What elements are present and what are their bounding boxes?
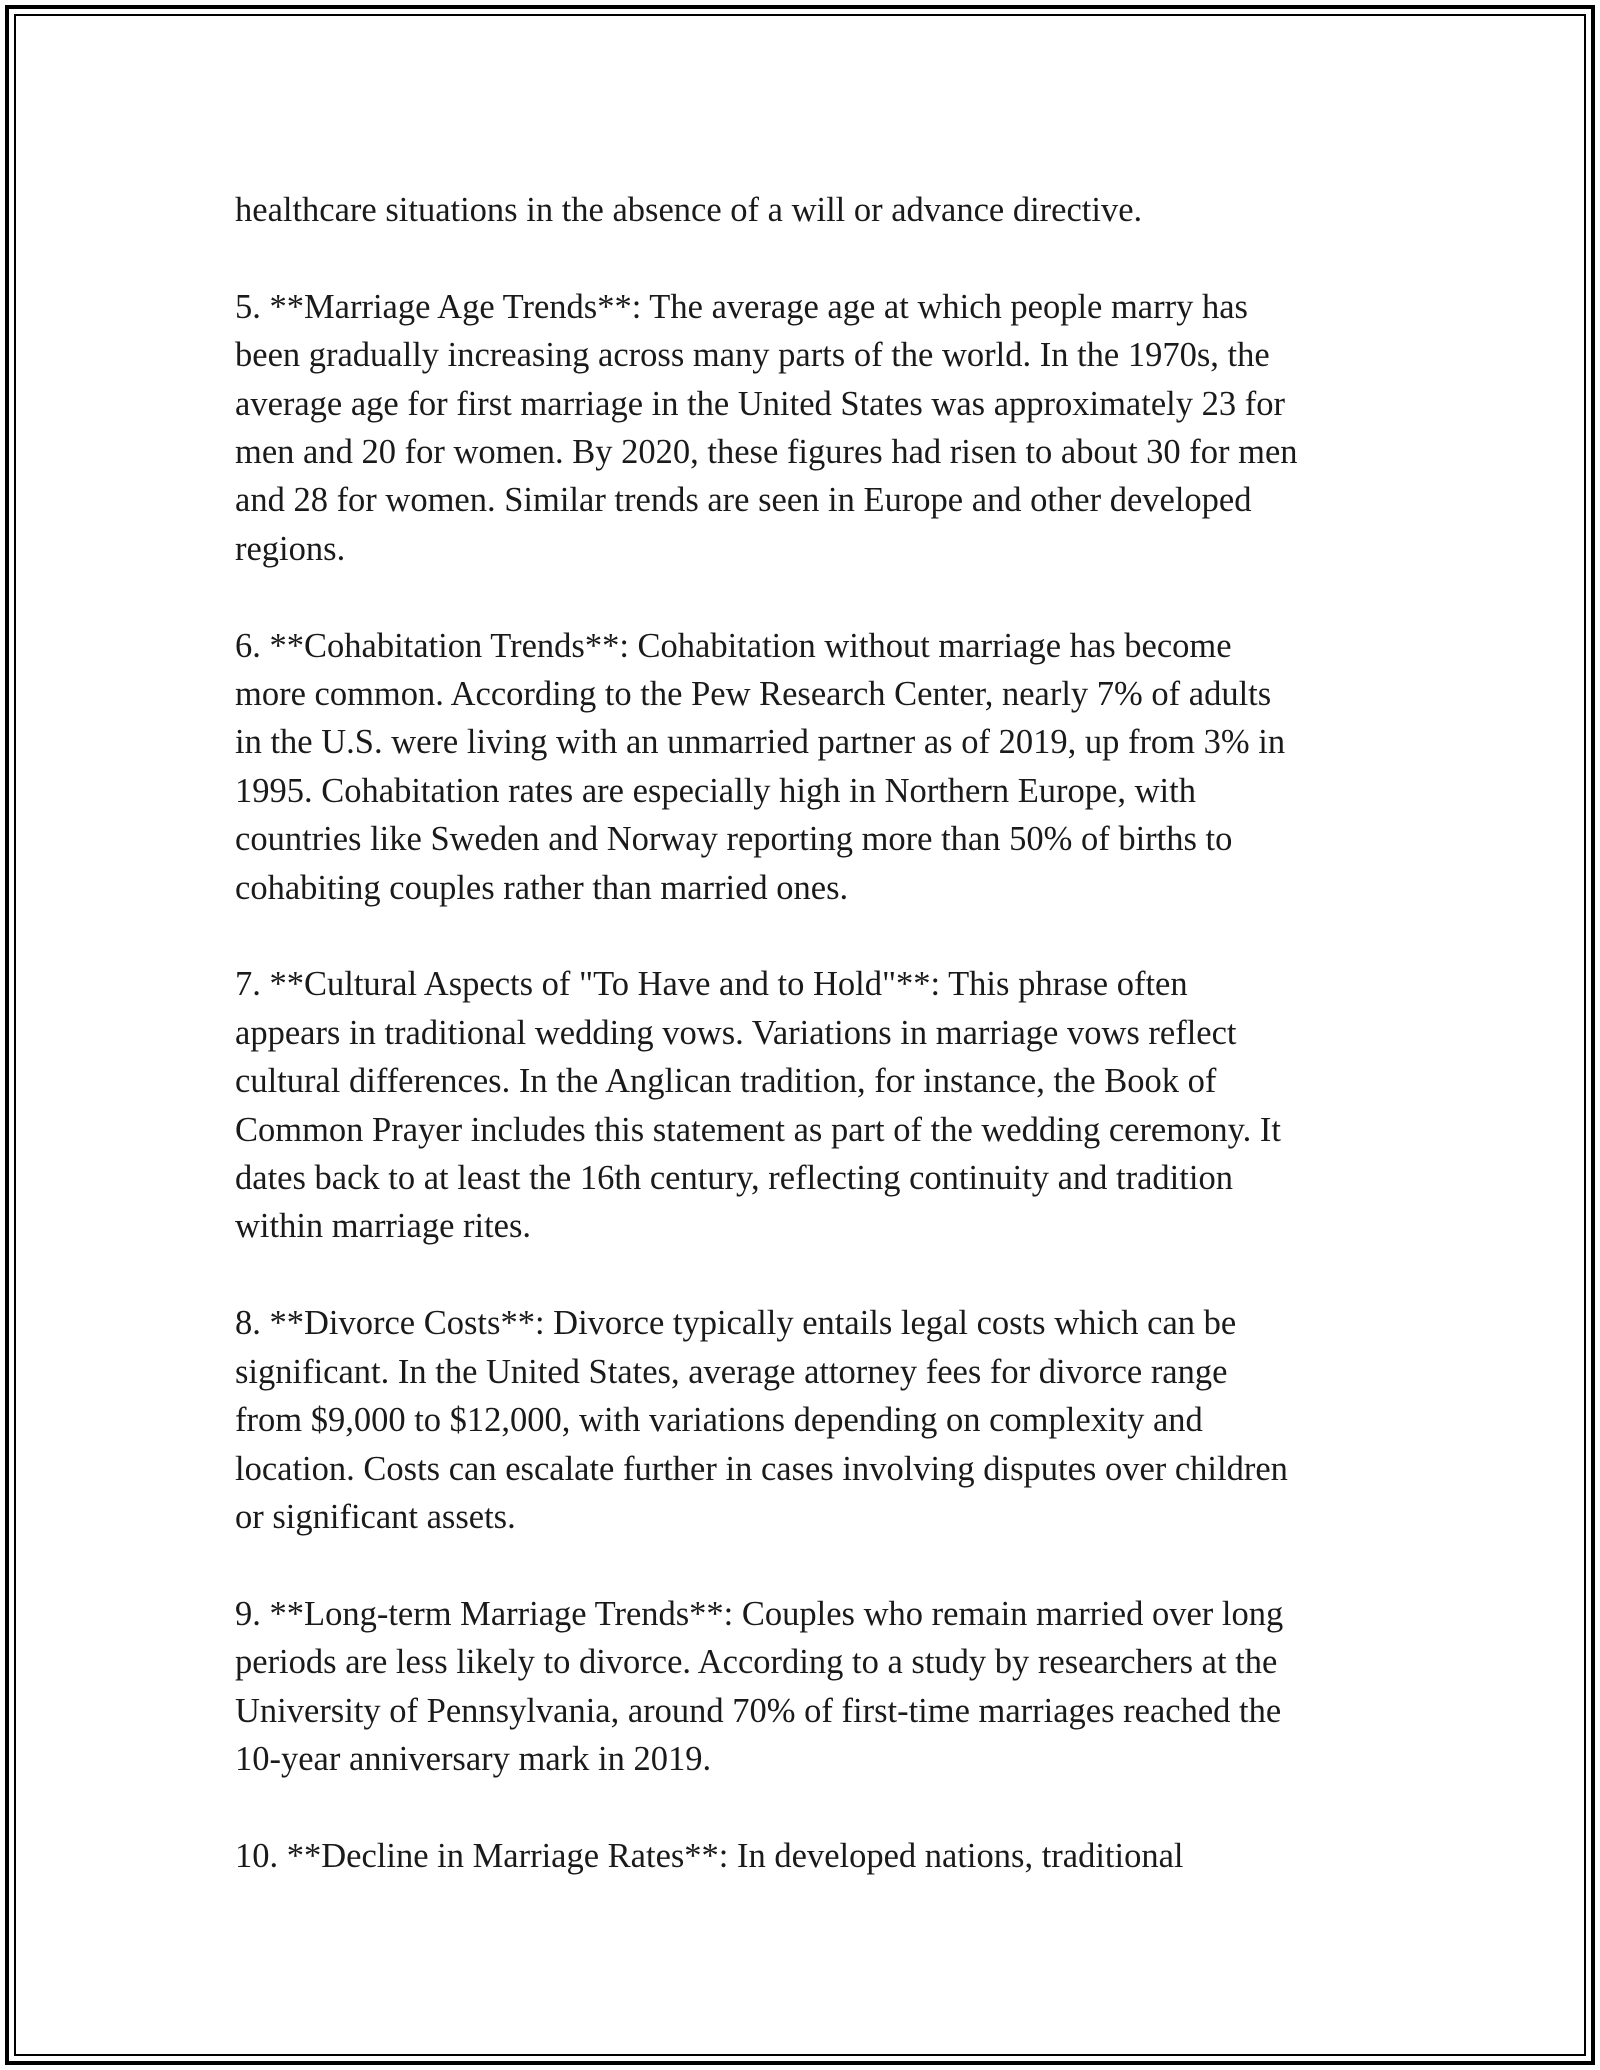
paragraph-long-term-marriage-trends: 9. **Long-term Marriage Trends**: Couples who remain married over long periods are less likely to divorce. According to a study by researchers at the University of Pennsylvania, around 70% of first-time marriages reached the 10-year anniversary mark in 2019. <box>235 1594 1284 1778</box>
paragraph-cultural-aspects: 7. **Cultural Aspects of "To Have and to Hold"**: This phrase often appears in traditional wedding vows. Variations in marriage vows reflect cultural differences. In the Anglican tradition, for instance, the Book of Common Prayer includes this statement as part of the wedding ceremony. It dates back to at least the 16th century, reflecting continuity and tradition within marriage rites. <box>235 965 1281 1246</box>
paragraph-divorce-costs: 8. **Divorce Costs**: Divorce typically entails legal costs which can be significant. In the United States, average attorney fees for divorce range from $9,000 to $12,000, with variations depending on complexity and location. Costs can escalate further in cases involving disputes over children or significant assets. <box>235 1304 1288 1536</box>
document-body <box>235 186 1375 1880</box>
paragraph-marriage-age-trends: 5. **Marriage Age Trends**: The average age at which people marry has been gradually increasing across many parts of the world. In the 1970s, the average age for first marriage in the United States was approximately 23 for men and 20 for women. By 2020, these figures had risen to about 30 for men and 28 for women. Similar trends are seen in Europe and other developed regions. <box>235 287 1298 568</box>
paragraph-decline-in-marriage-rates: 10. **Decline in Marriage Rates**: In developed nations, traditional <box>235 1836 1184 1875</box>
paragraph-healthcare-continuation: healthcare situations in the absence of a will or advance directive. <box>235 191 1143 229</box>
paragraph-cohabitation-trends: 6. **Cohabitation Trends**: Cohabitation without marriage has become more common. According to the Pew Research Center, nearly 7% of adults in the U.S. were living with an unmarried partner as of 2019, up from 3% in 1995. Cohabitation rates are especially high in Northern Europe, with countries like Sweden and Norway reporting more than 50% of births to cohabiting couples rather than married ones. <box>235 626 1286 907</box>
